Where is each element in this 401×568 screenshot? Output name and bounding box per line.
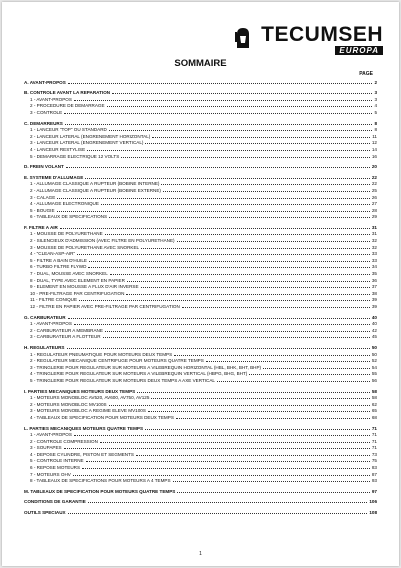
toc-entry-text: 4 - TRINGLERIE POUR REGULATEUR SUR MOTEURS A VILEBREQUIN VERTICAL (HBPG, BHG, BHT) xyxy=(30,371,248,377)
dot-leader xyxy=(151,397,369,399)
toc-item-row[interactable] xyxy=(24,236,377,243)
toc-item-row[interactable] xyxy=(24,400,377,407)
toc-entry-text: 5 - DEMARRAGE ELECTRIQUE 12 VOLTS xyxy=(30,153,120,159)
toc-entry-text: 1 - AVANT-PROPOS xyxy=(30,96,72,102)
toc-item-row[interactable] xyxy=(24,243,377,250)
toc-page-number: 52 xyxy=(371,358,377,364)
toc-entry-text: 3 - CARBURATEUR A FLOTTEUR xyxy=(30,334,101,340)
toc-entry-text: 4 - LANCEUR RESTYLISE xyxy=(30,146,86,152)
toc-item-row[interactable] xyxy=(24,463,377,470)
document-page xyxy=(2,2,399,566)
dot-leader xyxy=(85,177,370,179)
dot-leader xyxy=(110,273,370,275)
toc-item-row[interactable] xyxy=(24,186,377,193)
toc-section-row[interactable] xyxy=(24,498,377,505)
toc-page-number: 50 xyxy=(371,351,377,357)
toc-page-number: 73 xyxy=(371,451,377,457)
toc-page-number: 39 xyxy=(371,304,377,309)
toc-item-row[interactable] xyxy=(24,276,377,283)
toc-entry-text: 2 - REGULATEUR MECANIQUE CENTRIFUGE POUR MOTEURS QUATRE TEMPS xyxy=(30,358,204,364)
toc-section-row[interactable] xyxy=(24,223,377,230)
toc-page-number: 40 xyxy=(371,314,377,320)
toc-page-number: 3 xyxy=(374,96,377,102)
toc-item-row[interactable] xyxy=(24,126,377,133)
dot-leader xyxy=(145,142,369,144)
toc-entry-text: OUTILS SPECIAUX xyxy=(24,510,66,516)
dot-leader xyxy=(64,447,370,449)
dot-leader xyxy=(89,260,370,262)
toc-entry-text: 2 - MOTEURS MONOBLOC MV100S xyxy=(30,401,107,407)
toc-page-number: 71 xyxy=(371,425,377,431)
dot-leader xyxy=(66,166,370,168)
toc-page-number: 87 xyxy=(371,471,377,477)
toc-page-number: 31 xyxy=(371,224,377,230)
dot-leader xyxy=(163,190,370,192)
dot-leader xyxy=(182,306,370,308)
toc-item-row[interactable] xyxy=(24,470,377,477)
toc-item-row[interactable] xyxy=(24,145,377,152)
toc-entry-text: 2 - LANCEUR LATERAL (ENGRENEMENT HORIZONTAL) xyxy=(30,133,151,139)
toc-item-row[interactable] xyxy=(24,296,377,303)
page-number: 1 xyxy=(199,551,202,557)
toc-page-number: 45 xyxy=(371,334,377,340)
toc-item-row[interactable] xyxy=(24,250,377,257)
toc-entry-text: C. DEMARREURS xyxy=(24,120,63,126)
toc-section-row[interactable] xyxy=(24,313,377,320)
toc-page-number: 108 xyxy=(369,510,377,516)
toc-page-number: 97 xyxy=(371,488,377,494)
toc-page-number: 31 xyxy=(371,231,377,237)
toc-page-number: 83 xyxy=(371,465,377,471)
toc-item-row[interactable] xyxy=(24,363,377,370)
toc-item-row[interactable] xyxy=(24,95,377,102)
toc-page-number: 27 xyxy=(371,201,377,207)
toc-section-row[interactable] xyxy=(24,424,377,431)
toc-page-number: 11 xyxy=(372,133,377,139)
toc-page-number: 62 xyxy=(371,401,377,407)
dot-leader xyxy=(141,247,370,249)
dot-leader xyxy=(176,417,370,419)
toc-item-row[interactable] xyxy=(24,394,377,401)
toc-page-number: 28 xyxy=(371,207,377,213)
toc-item-row[interactable] xyxy=(24,289,377,296)
toc-entry-text: 1 - AVANT-PROPOS xyxy=(30,321,72,327)
toc-item-row[interactable] xyxy=(24,413,377,420)
dot-leader xyxy=(137,391,370,393)
dot-leader xyxy=(105,330,370,332)
toc-entry-text: 8 - TABLEAUX DE SPECIFICATIONS POUR MOTEURS A 4 TEMPS xyxy=(30,478,171,484)
dot-leader xyxy=(126,293,369,295)
dot-leader xyxy=(68,512,368,514)
toc-item-row[interactable] xyxy=(24,108,377,115)
toc-entry-text: CONDITIONS DE GARANTIE xyxy=(24,499,86,505)
toc-page-number: 32 xyxy=(371,244,377,250)
toc-page-number: 58 xyxy=(371,395,377,401)
toc-page-number: 25 xyxy=(371,187,377,193)
dot-leader xyxy=(57,210,370,212)
brand-name: TECUMSEH xyxy=(261,23,383,46)
toc-entry-text: 1 - MOUSSE DE POLYURETHANE xyxy=(30,231,103,237)
toc-item-row[interactable] xyxy=(24,457,377,464)
toc-section-row[interactable] xyxy=(24,173,377,180)
toc-entry-text: 3 - MOTEURS MONOBLOC A REGIME ELEVE MV100S xyxy=(30,408,146,414)
toc-item-row[interactable] xyxy=(24,269,377,276)
toc-page-number: 71 xyxy=(371,445,377,451)
toc-entry-text: 4 - "CLEAN-ASP-AIR" xyxy=(30,251,76,257)
dot-leader xyxy=(263,367,370,369)
dot-leader xyxy=(145,428,370,430)
toc-entry-text: 2 - SILENCIEUX D'ADMISSION (AVEC FILTRE EN POLYURETHANE) xyxy=(30,238,175,244)
toc-page-number: 14 xyxy=(371,146,377,152)
dot-leader xyxy=(73,474,370,476)
toc-page-number: 39 xyxy=(371,297,377,303)
toc-section-row[interactable] xyxy=(24,119,377,126)
toc-item-row[interactable] xyxy=(24,230,377,237)
toc-page-number: 42 xyxy=(371,327,377,333)
toc-item-row[interactable] xyxy=(24,444,377,451)
toc-entry-text: 11 - FILTRE CONIQUE xyxy=(30,297,78,303)
dot-leader xyxy=(65,123,373,125)
toc-entry-text: 5 - TRINGLERIE POUR REGULATEUR SUR MOTEURS DEUX TEMPS A AXE VERTICAL xyxy=(30,377,215,383)
toc-section-row[interactable] xyxy=(24,89,377,96)
dot-leader xyxy=(67,347,370,349)
tecumseh-logo xyxy=(233,23,383,55)
toc-entry-text: 6 - REPOSE MOTEURS xyxy=(30,465,81,471)
dot-leader xyxy=(68,82,373,84)
dot-leader xyxy=(82,467,370,469)
toc-section-row[interactable] xyxy=(24,387,377,394)
toc-entry-text: 3 - TRINGLERIE POUR REGULATEUR SUR MOTEURS A VILEBREQUIN HORIZONTAL (HBL, BHK, BHT, BHP) xyxy=(30,364,262,370)
toc-page-number: 12 xyxy=(371,140,377,146)
toc-entry-text: 1 - MOTEURS MONOBLOC AV520, AV600, AV750, AV125 xyxy=(30,395,150,401)
dot-leader xyxy=(86,460,370,462)
toc-page-number: 22 xyxy=(371,174,377,180)
toc-page-number: 58 xyxy=(371,388,377,394)
toc-page-number: 20 xyxy=(371,164,377,170)
toc-item-row[interactable] xyxy=(24,357,377,364)
toc-page-number: 35 xyxy=(371,271,377,277)
dot-leader xyxy=(101,203,370,205)
toc-page-number: 34 xyxy=(371,264,377,270)
dot-leader xyxy=(109,404,370,406)
dot-leader xyxy=(74,434,370,436)
toc-entry-text: I. PARTIES MECANIQUES MOTEURS DEUX TEMPS xyxy=(24,388,136,394)
toc-entry-text: 2 - PROCEDURE DE DEMARRAGE xyxy=(30,103,105,109)
dot-leader xyxy=(103,336,370,338)
toc-item-row[interactable] xyxy=(24,180,377,187)
dot-leader xyxy=(249,373,370,375)
toc-item-row[interactable] xyxy=(24,206,377,213)
dot-leader xyxy=(173,480,370,482)
toc-item-row[interactable] xyxy=(24,437,377,444)
toc-item-row[interactable] xyxy=(24,326,377,333)
dot-leader xyxy=(148,410,370,412)
toc-entry-text: 6 - TABLEAUX DE SPECIFICATIONS xyxy=(30,214,108,220)
toc-section-row[interactable] xyxy=(24,163,377,170)
toc-page-number: 4 xyxy=(374,103,377,109)
toc-entry-text: A. AVANT-PROPOS xyxy=(24,79,66,85)
toc-entry-text: 12 - FILTRE EN PAPIER AVEC PRE-FILTRAGE PAR CENTRIFUGATION xyxy=(30,304,180,309)
dot-leader xyxy=(57,197,370,199)
dot-leader xyxy=(79,299,370,301)
toc-entry-text: 5 - FILTRE A BAIN D'HUILE xyxy=(30,257,87,263)
toc-entry-text: B. CONTROLE AVANT LA REPARATION xyxy=(24,90,111,96)
dot-leader xyxy=(109,129,373,131)
dot-leader xyxy=(127,280,370,282)
toc-entry-text: 10 - PRE-FILTRAGE PAR CENTRIFUGATION xyxy=(30,290,125,296)
toc-entry-text: M. TABLEAUX DE SPECIFICATION POUR MOTEURS QUATRE TEMPS xyxy=(24,488,176,494)
dot-leader xyxy=(74,99,372,101)
chief-head-icon xyxy=(233,26,253,50)
toc-page-number: 29 xyxy=(371,214,377,220)
toc-entry-text: 5 - BOUGIE xyxy=(30,207,55,213)
dot-leader xyxy=(88,266,369,268)
toc-entry-text: 4 - DEPOSE CYLINDRE, PISTON ET SEGMENTS xyxy=(30,451,134,457)
toc-item-row[interactable] xyxy=(24,350,377,357)
toc-item-row[interactable] xyxy=(24,283,377,290)
toc-page-number: 50 xyxy=(371,344,377,350)
toc-entry-text: 1 - REGULATEUR PNEUMATIQUE POUR MOTEURS DEUX TEMPS xyxy=(30,351,173,357)
dot-leader xyxy=(74,323,370,325)
dot-leader xyxy=(77,253,370,255)
toc-page-number: 68 xyxy=(371,414,377,420)
toc-page-number: 36 xyxy=(371,277,377,283)
toc-entry-text: L. PARTIES MECANIQUES MOTEURS QUATRE TEMPS xyxy=(24,425,144,431)
toc-page-number: 33 xyxy=(371,251,377,257)
toc-entry-text: 7 - DUAL, MOUSSE AVEC SNORKEL xyxy=(30,271,108,277)
toc-page-number: 3 xyxy=(374,90,377,96)
toc-page-number: 55 xyxy=(371,371,377,377)
toc-item-row[interactable] xyxy=(24,132,377,139)
toc-page-number: 8 xyxy=(374,127,377,133)
toc-entry-text: 3 - LANCEUR LATERAL (ENGRENEMENT VERTICAL) xyxy=(30,140,144,146)
toc-item-row[interactable] xyxy=(24,320,377,327)
toc-entry-text: 1 - ALLUMAGE CLASSIQUE A RUPTEUR (BOBINE INTERNE) xyxy=(30,181,160,187)
toc-item-row[interactable] xyxy=(24,263,377,270)
toc-entry-text: E. SYSTEME D'ALLUMAGE xyxy=(24,174,84,180)
toc-entry-text: 2 - CARBURATEUR A MEMBRANE xyxy=(30,327,103,333)
toc-entry-text: 1 - AVANT-PROPOS xyxy=(30,432,72,438)
toc-item-row[interactable] xyxy=(24,333,377,340)
toc-page-number: 2 xyxy=(374,79,377,85)
toc-entry-text: 3 - CALAGE xyxy=(30,194,56,200)
toc-entry-text: 2 - ALLUMAGE CLASSIQUE A RUPTEUR (BOBINE EXTERNE) xyxy=(30,187,161,193)
toc-section-row[interactable] xyxy=(24,508,377,515)
dot-leader xyxy=(206,360,370,362)
dot-leader xyxy=(64,112,372,114)
toc-item-row[interactable] xyxy=(24,302,377,309)
toc-page-number: 71 xyxy=(371,432,377,438)
toc-page-number: 75 xyxy=(371,458,377,464)
toc-page-number: 22 xyxy=(371,181,377,187)
toc-entry-text: G. CARBURATEUR xyxy=(24,314,66,320)
toc-entry-text: 2 - CONTROLE COMPRESSION xyxy=(30,438,98,444)
toc-item-row[interactable] xyxy=(24,152,377,159)
toc-item-row[interactable] xyxy=(24,477,377,484)
toc-entry-text: 8 - DUAL, TYPE AVEC ELEMENT EN PAPIER xyxy=(30,277,125,283)
toc-page-number: 40 xyxy=(371,321,377,327)
toc-item-row[interactable] xyxy=(24,370,377,377)
toc-entry-text: 4 - TABLEAUX DE SPECIFICATION POUR MOTEURS DEUX TEMPS xyxy=(30,414,174,420)
toc-item-row[interactable] xyxy=(24,193,377,200)
dot-leader xyxy=(105,233,370,235)
toc-item-row[interactable] xyxy=(24,200,377,207)
toc-item-row[interactable] xyxy=(24,213,377,220)
toc-page-number: 54 xyxy=(371,364,377,370)
dot-leader xyxy=(88,501,368,503)
toc-entry-text: 6 - TURBO FILTRE FLYWD xyxy=(30,264,87,270)
dot-leader xyxy=(107,105,373,107)
toc-page-number: 65 xyxy=(371,408,377,414)
toc-entry-text: D. FREIN VOLANT xyxy=(24,164,64,170)
toc-section-row[interactable] xyxy=(24,343,377,350)
dot-leader xyxy=(161,183,369,185)
toc-item-row[interactable] xyxy=(24,450,377,457)
toc-entry-text: 7 - MOTEURS OHV xyxy=(30,471,71,477)
dot-leader xyxy=(177,240,370,242)
toc-page-number: 71 xyxy=(371,438,377,444)
dot-leader xyxy=(136,454,370,456)
brand-sub: EUROPA xyxy=(335,46,383,55)
toc-entry-text: 3 - MOUSSE DE POLYURETHANE AVEC SNORKEL xyxy=(30,244,140,250)
toc-entry-text: 4 - ALLUMAGE ELECTRONIQUE xyxy=(30,201,99,207)
toc-page-number: 33 xyxy=(371,257,377,263)
dot-leader xyxy=(87,149,370,151)
toc-item-row[interactable] xyxy=(24,376,377,383)
dot-leader xyxy=(152,136,370,138)
toc-entry-text: 5 - CONTROLE INTERNE xyxy=(30,458,84,464)
dot-leader xyxy=(60,227,370,229)
toc-page-number: 56 xyxy=(371,377,377,383)
toc-item-row[interactable] xyxy=(24,407,377,414)
dot-leader xyxy=(109,216,370,218)
toc-page-number: 37 xyxy=(371,284,377,290)
toc-entry-text: H. REGULATEURS xyxy=(24,344,65,350)
toc-entry-text: F. FILTRE A AIR xyxy=(24,224,58,230)
dot-leader xyxy=(100,441,370,443)
table-of-contents xyxy=(24,78,377,515)
dot-leader xyxy=(68,317,370,319)
dot-leader xyxy=(141,286,370,288)
toc-page-number: 106 xyxy=(369,499,377,505)
toc-entry-text: 9 - ELEMENT EN MOUSSE A FLUX D'AIR INVERSE xyxy=(30,284,139,290)
toc-item-row[interactable] xyxy=(24,102,377,109)
dot-leader xyxy=(177,491,370,493)
page-column-label: PAGE xyxy=(359,71,373,77)
toc-entry-text: 3 - CONTROLE xyxy=(30,109,63,115)
dot-leader xyxy=(121,156,370,158)
toc-entry-text: 3 - SOUPAPES xyxy=(30,445,62,451)
toc-page-number: 26 xyxy=(371,194,377,200)
dot-leader xyxy=(174,354,370,356)
toc-page-number: 16 xyxy=(371,153,377,159)
toc-page-number: 93 xyxy=(371,478,377,484)
toc-item-row[interactable] xyxy=(24,431,377,438)
toc-item-row[interactable] xyxy=(24,256,377,263)
toc-page-number: 8 xyxy=(374,120,377,126)
toc-page-number: 38 xyxy=(371,290,377,296)
toc-item-row[interactable] xyxy=(24,139,377,146)
page-title: SOMMAIRE xyxy=(174,58,227,69)
dot-leader xyxy=(112,92,372,94)
toc-entry-text: 1 - LANCEUR "TOP" OU STANDARD xyxy=(30,127,107,133)
toc-page-number: 5 xyxy=(374,109,377,115)
toc-section-row[interactable] xyxy=(24,487,377,494)
toc-page-number: 32 xyxy=(371,238,377,244)
dot-leader xyxy=(217,380,370,382)
toc-section-row[interactable] xyxy=(24,78,377,85)
